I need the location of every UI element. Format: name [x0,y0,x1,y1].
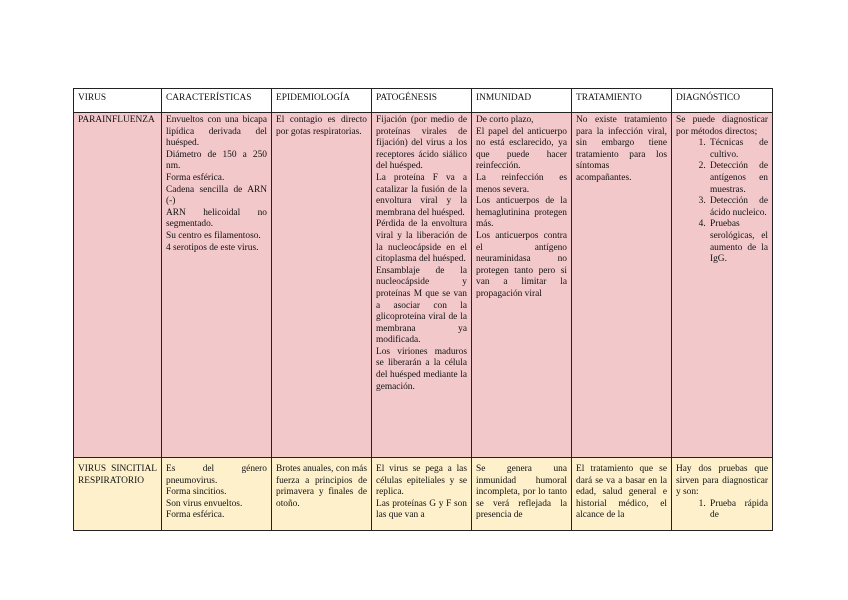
cell-epidemiologia [272,113,372,458]
caracteristicas-line: Son virus envueltos. [166,498,243,509]
header-tratamiento: TRATAMIENTO [572,89,672,113]
caracteristicas-line: ARN helicoidal no segmentado. [166,207,267,230]
cell-tratamiento [572,113,672,458]
header-patogenesis: PATOGÉNESIS [372,89,472,113]
cell-inmunidad-content [476,464,567,526]
cell-tratamiento [572,458,672,531]
patogenesis-line: Pérdida de la envoltura viral y la liberación de la nucleocápside en el citoplasma del huésped. [376,219,467,265]
patogenesis-line: Ensamblaje de la nucleocápside y proteínas M que se van a asociar con la glicoproteína viral de la membrana ya modificada. [376,265,467,346]
diagnostico-item: 1. Técnicas de cultivo. [708,138,768,161]
header-diagnostico: DIAGNÓSTICO [672,89,773,113]
cell-diagnostico-content [676,115,768,266]
table-row [74,458,773,531]
cell-virus-content [78,464,157,526]
caracteristicas-line: Diámetro de 150 a 250 nm. [166,149,267,172]
patogenesis-line: Fijación (por medio de proteínas virales de fijación) del virus a los receptores ácido siálico del huésped. [376,115,467,172]
diagnostico-item: 1. Prueba rápida de [708,499,768,522]
cell-virus [74,458,162,531]
inmunidad-line: La reinfección es menos severa. [476,172,567,195]
patogenesis-line: Los viriones maduros se liberarán a la célula del huésped mediante la gemación. [376,346,467,392]
header-inmunidad: INMUNIDAD [472,89,572,113]
diagnostico-item: 3. Detección de ácido nucleico. [708,196,768,219]
cell-diagnostico [672,458,773,531]
cell-diagnostico-content [676,464,768,526]
caracteristicas-line: Su centro es filamentoso. [166,230,261,241]
patogenesis-line: El virus se pega a las células epiteliales y se replica. [376,464,467,498]
caracteristicas-line: Forma sincitios. [166,487,227,498]
table-row [74,113,773,458]
diagnostico-intro: Hay dos pruebas que sirven para diagnosticar y son: [676,464,768,498]
caracteristicas-line: Forma esférica. [166,510,225,521]
cell-inmunidad [472,458,572,531]
patogenesis-line: La proteína F va a catalizar la fusión de la envoltura viral y la membrana del huésped. [376,172,467,218]
cell-virus-content [78,115,157,127]
cell-diagnostico [672,113,773,458]
diagnostico-item: 4. Pruebas serológicas, el aumento de la IgG. [708,219,768,265]
epidemiologia-line: El contagio es directo por gotas respiratorias. [276,115,367,137]
cell-caracteristicas [162,458,272,531]
caracteristicas-line: 4 serotipos de este virus. [166,242,259,253]
cell-patogenesis-content [376,115,467,393]
cell-tratamiento-content [576,464,667,526]
tratamiento-line: El tratamiento que se dará se va a basar en la edad, salud general e historial médico, el alcance de la [576,464,667,521]
inmunidad-line: Los anticuerpos de la hemaglutinina protegen más. [476,196,567,230]
cell-patogenesis-content [376,464,467,526]
epidemiologia-line: Brotes anuales, con más fuerza a principios de primavera y finales de otoño. [276,464,367,509]
diagnostico-item: 2. Detección de antígenos en muestras. [708,161,768,196]
cell-caracteristicas-content [166,115,267,254]
cell-patogenesis [372,458,472,531]
inmunidad-line: El papel del anticuerpo no está esclarecido, ya que puede hacer reinfección. [476,126,567,172]
caracteristicas-line: Es del género pneumovirus. [166,464,267,486]
diagnostico-intro: Se puede diagnosticar por métodos directos; [676,115,768,137]
header-row [74,89,773,113]
inmunidad-line: De corto plazo, [476,115,534,125]
diagnostico-list [676,138,768,266]
cell-patogenesis [372,113,472,458]
caracteristicas-line: Envueltos con una bicapa lipídica derivada del huésped. [166,115,267,149]
inmunidad-line: Los anticuerpos contra el antígeno neuraminidasa no protegen tanto pero si van a limitar la propagación viral [476,230,567,299]
cell-epidemiologia [272,458,372,531]
cell-epidemiologia-content [276,115,367,138]
cell-epidemiologia-content [276,464,367,526]
tratamiento-line: No existe tratamiento para la infección viral, sin embargo tiene tratamiento para los síntomas acompañantes. [576,115,667,183]
virus-table [73,88,773,531]
inmunidad-line: Se genera una inmunidad humoral incompleta, por lo tanto se verá reflejada la presencia de [476,464,567,521]
cell-caracteristicas [162,113,272,458]
cell-inmunidad-content [476,115,567,301]
virus-name: VIRUS SINCITIAL RESPIRATORIO [78,464,157,486]
header-virus: VIRUS [74,89,162,113]
caracteristicas-line: Forma esférica. [166,172,225,183]
cell-tratamiento-content [576,115,667,185]
virus-name: PARAINFLUENZA [78,115,155,125]
cell-virus [74,113,162,458]
header-caracteristicas: CARACTERÍSTICAS [162,89,272,113]
caracteristicas-line: Cadena sencilla de ARN (-) [166,184,267,207]
cell-inmunidad [472,113,572,458]
cell-caracteristicas-content [166,464,267,526]
diagnostico-list [676,499,768,522]
patogenesis-line: Las proteínas G y F son las que van a [376,498,467,521]
header-epidemiologia: EPIDEMIOLOGÍA [272,89,372,113]
